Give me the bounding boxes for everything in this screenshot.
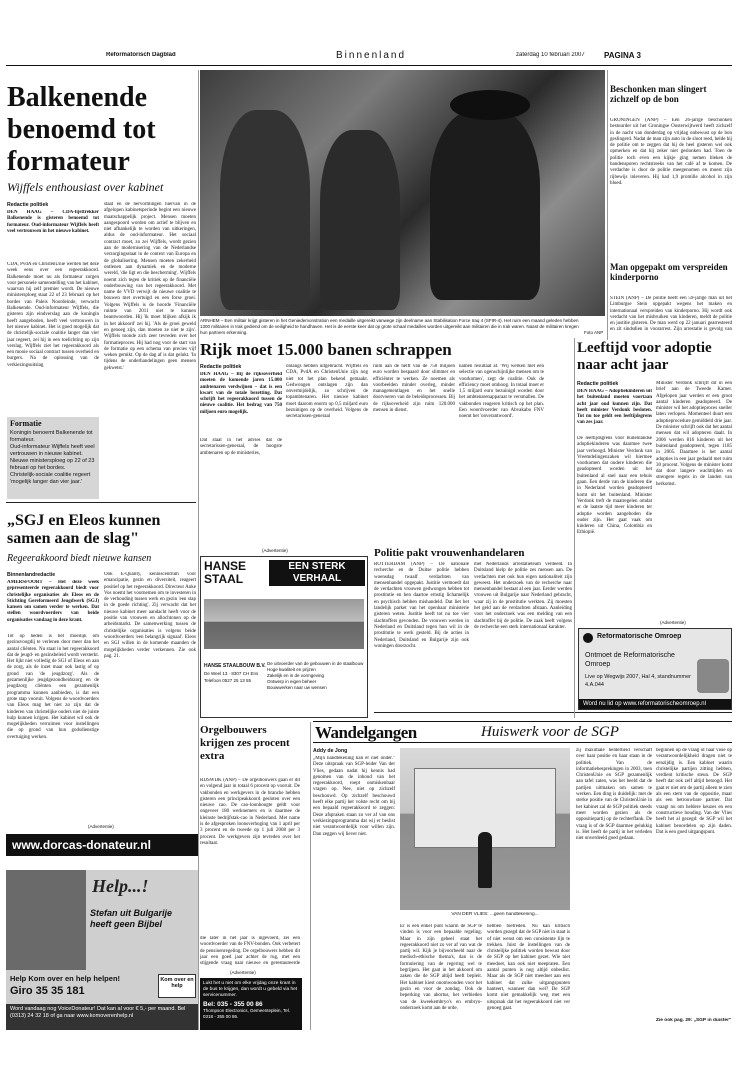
- lead-column-1: CDA, PvdA en ChristenUnie werden het deze week eens over een regeerakkoord. Balkenende moet nu als formateur zorgen voor personele samenstelling van het kabinet, waarvan hij zelf premier wordt. De nieuwe ministersploeg staat 22 of 23 februari op het bordes van Paleis Noordeinde, verwacht Balkenende. Oud-informateur Wijffels, die gisteren zijn eindverslag aan de koningin heeft aangeboden, heeft veel vertrouwen in het nieuwe kabinet. Het is goed mogelijk dat de christelijk-sociale coalitie langer dan vier jaar regeert, zei hij in een toelichting op zijn verslag. Wijffels ziet het regeerakkoord als een mooie sociaal contract tussen overheid en burgers. Na de oplossing van de verkiezingsuitslag: [7, 262, 99, 368]
- adoptie-intro: DEN HAAG – Adoptiekinderen uit het buitenland moeten voortaan acht jaar oud kunnen zijn. Dat heeft minister Verdonk besloten. Tot nu toe geldt een leeftijdsgrens van zes jaar.: [577, 389, 652, 426]
- politie-headline: Politie pakt vrouwenhandelaren: [374, 547, 525, 559]
- banen-column-3: ruim aan de helft van de 750 miljoen euro worden bespaard door slimmer en efficiënter te werken. Ze noemen als voorbeelden minder overleg, minder managementlagen en het snelle doorvoeren van de beleidsprocessen. Bij de rijksoverheid zijn ruim 120.000 mensen in dienst.: [373, 364, 455, 414]
- wandel-subtitle: Huiswerk voor de SGP: [481, 724, 619, 740]
- ptt-text: Lukt het u niet om elke vrijdag onze krant in de bus te krijgen, dan wordt u gebeld via het servicenummer.: [203, 981, 298, 998]
- sgj-column-1: Tot op heden is het moeilijk om gezinsvoogdij te verlenen door meer dan het aantal cliënten. Nu staat in het regeerakkoord dat de jeugd- en gezinsbeleid wordt versterkt. Het lijkt niet volledig de SGJ of Eleos en aan de zorg, als de inzet maar ook lastig of op grond van 'de jeugdzorg'. Als de gezamenlijke jeugdgezondheidszorg en de jeugdzorg cliënten een gezamenlijk programma kunnen aanbieden, is dat een grote stap vooruit. Volgens de woordvoerders van Eleos mag het niet zo zijn dat de kinderen van christelijke ouders niet de juiste hulp kunnen krijgen. Het kabinet wil ook de mogelijkheden verruimen voor instellingen die op grond van hun godsdienstige overtuiging werken.: [7, 634, 99, 740]
- lead-column-2: staat en de hervormingen hiervan in de afgelopen kabinetsperiode begint een nieuwe maatschappelijk project. Mensen moeten aangespoord worden om actief te blijven en niet afhankelijk te worden van uitkeringen, aldus de oud-informateur. Het sociaal contract moet, zo zei Wijffels, wordt gezien aan de modernisering van de Nederlandse verzorgingsstaat in de context van Europa en de globalisering. Mensen moeten zekerheid ontlenen aan dynamiek en de moderne wereld, 'die ligt en die bescherming'. Wijffels noemt zich tegen de kritiek op de financiële onderbouwing van het regeerakkoord. Met name de VVD verwijt de nieuwe coalitie te bouwen met overtuigd en een forse groei. Volgens Wijffels is de hoorde 'Financiële ruimte van 2011 niet te kunnen beantwoorden. Hij 'ik moet blijken afkijk ik in het akkoord' zei hij. 'Als de groei geweld en genoeg zijn, dan moeten ze niet te zijn'. Wijffels toonde zich zeer tevreden over het formatieproces. Hij had nog voor de start van de formatie op een schema van precies vijf weken gemikt. Op de dag af is dat gelukt. 'In tijdens de onderhandelingen geen mensen gekwetst.': [104, 202, 196, 371]
- banen-intro: DEN HAAG – Bij de rijksoverheid moeten de komende jaren 15.000 ambtenaren verdwijnen – dat is een kwart van de totale bezetting. Dat schrijft het regeerakkoord tussen de nieuwe coalitie. Het bedrag van 750 miljoen euro mogelijk.: [200, 372, 282, 415]
- sgj-subtitle: Regeerakkoord biedt nieuwe kansen: [7, 553, 152, 564]
- politie-column-2: met Nederlands arrestatieteam verdeeld. In Duitsland hielp de politie zes mensen aan. De verdachten met ook hun eigen nationaliteit zijn geweest. Het onderzoek van de recherche naar mensenhandel bestaat al een jaar. Eerder werden vrouwen uit Bulgarije naar Nederland gebracht, waar zij in de prostitutie werkten. Zij moesten het geld aan de verdachten afstaan. Aanleiding voor het onderzoek was een melding van een slachtoffer bij de politie. De zaak heeft volgens de recherche een sterk internationaal karakter.: [474, 562, 572, 630]
- banen-column-1: Dat staat in het advies dat de secretarissen-generaal, de hoogste ambtenaren op de ministeries,: [200, 438, 282, 456]
- infobox-item: Oud-informateur Wijffels heeft veel vertrouwen in nieuwe kabinet.: [10, 444, 95, 457]
- wandel-column-2: Er is een enkel punt waarin de SGP te vinden is voor een bepaalde regeling. Maar in zijn geheel staat het regeerakkoord niet zo ver af van wat de partij wil. Kijk je bijvoorbeeld naar de medisch-ethische thema's, dan is de formulering van de regering wel te begrijpen. Het gaat in het akkoord om zaken die de SGP altijd heeft bepleit. Het kabinet kiest onomwonden voor het gezin en voor de zondag. Ook de beperking van abortus, het verbieden van de kweekembryo's en embryo-onderzoek komt aan de orde.: [400, 924, 482, 1011]
- military-photo: [200, 70, 605, 316]
- page-number: PAGINA 3: [604, 51, 641, 60]
- omroep-event: Live op Wegwijs 2007, Hal 4, standnummer 4.A.044: [585, 674, 691, 688]
- help-title: Help...!: [92, 876, 149, 896]
- beret-shape: [450, 90, 530, 120]
- hanse-logo: HANSE STAAL: [204, 560, 247, 586]
- omroep-text: Ontmoet de Reformatorische Omroep: [585, 652, 675, 668]
- soldier-silhouette: [220, 110, 310, 310]
- banen-column-4: namen resultaat af. 'Wij werken met een selectie van ogenschijnlijke mensen om te voorkomen', zegt de coalitie. Ook de efficiency moet omhoog. In totaal moet er 1,5 miljard euro bezuinigd worden door het ambtenarenapparaat te versmallen. De vakbonden reageren kritisch op het plan. Een woordvoerder van Abvakabo FNV noemt het 'onverantwoord'.: [459, 364, 544, 420]
- infobox-item: Koningin benoemt Balkenende tot formateur.: [10, 430, 93, 443]
- omroep-advertentie-label: (Advertentie): [660, 620, 686, 625]
- banen-headline: Rijk moet 15.000 banen schrappen: [200, 340, 452, 359]
- soldier-silhouette: [430, 110, 540, 300]
- orgel-headline: Orgelbouwers krijgen zes procent extra: [200, 724, 290, 762]
- banen-column-2: onlangs hebben uitgebracht. Wijffels en CDA, PvdA en ChristenUnie zijn nog niet tot het plan bekend gemaakt. Gedwongen ontslagen zijn dan onvermijdelijk, zo schrijven de topambtenaren. Het nieuwe kabinet moet daarom enorm op 0,5 miljard euro bezuinigen op de overheid. Volgens de secretarissen-generaal: [286, 364, 368, 420]
- infobox-item: Christelijk-sociale coalitie regeert 'mogelijk langer dan vier jaar.': [10, 472, 91, 485]
- sgj-byline: Binnenlandredactie: [7, 572, 56, 578]
- brief-1-headline: Beschonken man slingert zichzelf op de bon: [610, 84, 707, 104]
- omroep-logo-icon: [583, 633, 593, 643]
- wandel-column-5: beginnen op de vraag of haar visie op verantwoordelijkheid dragen niet te eenzijdig is. Een kabinet waarin christelijke partijen zitting hebben, verdient kritische steun. De SGP heeft dat ook zelf altijd betoogd. Het gaat er niet om de partij alleen te zien als een stem van de oppositie, maar als een betrouwbare partner. Dat vraagt nu om heldere keuzes en een constructieve houding. Van der Vlies heeft het al gezegd: de SGP wil het kabinet beoordelen op zijn daden. Dat is een goed uitgangspunt.: [656, 748, 732, 835]
- wandel-column-1: „Mijn handtekening kan er niet onder." Deze uitspraak van SGP-leider Van der Vlies, gedaan nadat hij kennis had genomen van de inhoud van het regeerakkoord, roept onmiskenbaar vragen op. Nee, niet op zichzelf beschouwd. Op zichzelf beschouwd heeft elke partij het volste recht om bij een bepaald regeerakkoord te zeggen: Deze afspraken staan zo ver af van ons verkiezingsprogramma dat wij er beslist niet verantwoordelijk voor willen zijn. Dan zeggen wij liever niet.: [313, 756, 395, 837]
- help-footer: Word vandaag nog VoiceDonateur! Dat kan al voor € 5,- per maand. Bel (0313) 24 32 18 of ga naar www.komoverenhelp.nl: [6, 1004, 198, 1030]
- brief-2-text: STEIN (ANP) – De politie heeft een 59-jarige man uit het Limburgse Stein opgepakt wegens het maken en internationaal verspreiden van kinderporno. Hij wordt ook verdacht van het misbruiken van kinderen, meldt de politie en justitie gisteren. De man werd op 22 januari gearresteerd en zit sindsdien in voorarrest. Zijn arrestatie is gevolg van: [610, 296, 732, 333]
- dorcas-advertentie-label: (Advertentie): [88, 824, 114, 829]
- ptt-col: Thompson Electronics, Gemeenteplein, Tel. 0318 - 355 00 86.: [203, 1008, 290, 1019]
- hanse-feature: Ontwerp in eigen beheer: [267, 679, 317, 684]
- giro-number: Giro 35 35 181: [10, 985, 85, 997]
- hanse-phone: Telefoon 0527 25 13 55: [204, 678, 252, 683]
- lead-byline: Redactie politiek: [7, 202, 49, 208]
- wandel-column-3: hebben toetreden. Nu kan kritisch worden gezegd dat de SGP niet in staat is of niet wenst om een consistente lijn te trekken. Juist de instellingen van de christelijke politiek worden bewust door de SGP op het kabinet gezet. Wie niet meedoet, kan ook niet meepraten. Een aantal punten is nog altijd onbeslist. Maar als de SGP niet meedoet aan een kabinet dat zulke uitgangspunten hanteert, wanneer dan wel? De SGP komt niet gemakkelijk weg met een uitspraak dat het regeerakkoord niet ver genoeg gaat.: [487, 924, 570, 1011]
- infobox-item: Nieuwe ministersploeg op 22 of 23 februari op het bordes.: [10, 458, 95, 471]
- hanse-tagline: EEN STERK VERHAAL: [269, 560, 365, 586]
- omroep-web[interactable]: Word nu lid op www.reformatorischeomroep.nl: [579, 699, 731, 710]
- ptt-advertentie-label: (Advertentie): [230, 970, 256, 975]
- orgel-column-1: RIJSWIJK (ANP) – De orgelbouwers gaan er dit en volgend jaar in totaal 6 procent op vooruit. De vakbonden en werkgevers in de branche hebben gisteren een principeakkoord gesloten over een nieuwe cao. De cao-loonhoogte geldt voor ongeveer 180 werknemers en is daarmee de kleinste bedrijfstak-cao in Nederland. Met name is de afgesproken loonsverhoging van 1 april per 3 procent en de tweede op 1 juli 2008 per 3 procent. De werkgevers zijn tevreden over het resultaat.: [200, 778, 300, 846]
- lead-intro: DEN HAAG – CDA-lijsttrekker Balkenende is gisteren benoemd tot formateur. Oud-informateur Wijffels heeft veel vertrouwen in het nieuwe kabinet.: [7, 210, 99, 234]
- dorcas-web-banner[interactable]: [6, 834, 198, 856]
- help-slogan: Stefan uit Bulgarije heeft geen Bijbel: [90, 908, 173, 929]
- omroep-title: Reformatorische Omroep: [597, 633, 682, 640]
- hanse-advertentie-label: (Advertentie): [262, 548, 288, 553]
- banen-byline: Redactie politiek: [200, 364, 242, 370]
- child-photo: [6, 870, 86, 970]
- adoptie-column-2: Minister Verdonk schrijft dit in een brief aan de Tweede Kamer. Afgelopen jaar werden er een groot aantal kinderen geadopteerd. De minister wil het adoptieproces sneller laten verlopen. Momenteel duurt een adoptieprocedure gemiddeld drie jaar. De minister schrijft ook dat het aantal mensen dat wil adopteren daalt. In 2006 werden 816 kinderen uit het buitenland geadopteerd, tegen 1185 in 2005. Daarmee is het aantal adopties in een jaar gedaald met ruim 30 procent. Volgens de minister komt dat door langere wachttijden en strengere regels in de landen van herkomst.: [656, 381, 732, 487]
- dorcas-help-ad: [6, 870, 198, 1030]
- lead-subtitle: Wijffels enthousiast over kabinet: [7, 180, 164, 194]
- hanse-feature: Hoge kwaliteit en prijzen: [267, 667, 316, 672]
- dorcas-url[interactable]: www.dorcas-donateur.nl: [12, 838, 151, 852]
- person-silhouette: [478, 832, 492, 888]
- hanse-feature: De uitvoerder van de gebouwen in de staalbouw: [267, 661, 364, 666]
- hanse-address: De Weel 13 · 8307 CH Ens: [204, 671, 259, 676]
- sgj-intro: AMERSFOORT – Het deze week gepresenteerde regeerakkoord biedt voor christelijke organisaties als Eleos en de Stichting Gereformeerd Jeugdwerk (SGJ) kansen om samen verder te werken. Dat stellen woordvoerders van beide organisaties vandaag in deze krant.: [7, 580, 99, 623]
- hanse-ad: [200, 556, 368, 718]
- hanse-company: HANSE STAALBOUW B.V.: [204, 663, 266, 669]
- politie-column-1: ROTTERDAM (ANP) – De nationale recherche en de Duitse politie hebben woensdag twaalf verdachten van mensenhandel opgepakt. Justitie vermoedt dat de verdachten vrouwen gedwongen hebben tot prostitutie en hen daartoe ernstig lichamelijk en psychisch hebben mishandeld. Dat liet het landelijk parket van het openbaar ministerie gisteren weten. Justitie heeft tot nu toe vier slachtoffers gevonden. De vrouwen werden in Nederland en Duitsland tegen hun wil in de prostitutie te werk gesteld. Bij de acties in Nederland, Duitsland en Bulgarije zijn ook woningen doorzocht.: [374, 562, 469, 649]
- wandel-header: [313, 721, 732, 743]
- adoptie-byline: Redactie politiek: [577, 381, 619, 387]
- wandel-reference: Zie ook pag. 29: „SGP in duister": [656, 1018, 732, 1023]
- help-cta: Help Kom over en help helpen!: [10, 974, 121, 983]
- wandel-photo-caption: VAN DER VLIES: ...geen handtekening...: [451, 912, 539, 917]
- omroep-ad: [578, 628, 732, 710]
- hanse-feature: Zakelijk en in de vormgeving: [267, 673, 325, 678]
- wegwijs-logo: [697, 659, 729, 693]
- issue-date: zaterdag 10 februari 2007: [516, 52, 585, 58]
- formatie-infobox: [7, 417, 99, 499]
- infobox-title: Formatie: [10, 419, 42, 428]
- ptt-ad: [200, 978, 302, 1030]
- orgel-column-2: die later in het jaar is ingevoerd, zei een woordvoerder van de FNV-bonden. Ook verbetert de pensioenregeling. De orgelbouwers hebben dit jaar een goed jaar achter de rug, met een stijgende vraag naar nieuwe en gerestaureerde: [200, 936, 300, 966]
- soldier-silhouette: [320, 130, 400, 310]
- sgj-column-2: Ook E-Quality, kenniscentrum voor emancipatie, gezin en diversiteit, reageert positief op het regeerakkoord. Directeur Anke Vos noemt het voornemen om te investeren in de verhouding tussen werk en gezin 'een stap in de goede richting'. Zij verwacht dat het nieuwe kabinet meer aandacht heeft voor de positie van vrouwen en allochtonen op de arbeidsmarkt. De samenwerking tussen de christelijke organisaties is volgens beide woordvoerders 'een belangrijk signaal'. Eleos en SGJ willen in de komende maanden de mogelijkheden verder verkennen. Zie ook pag. 21.: [104, 572, 196, 659]
- wandel-title: Wandelgangen: [315, 723, 417, 742]
- masthead: [6, 44, 732, 66]
- wandel-column-4: zij maximale helderheid verschaft over haar positie en haar staan in de politiek. Van de informatiebesprekingen in 2003, toen ChristenUnie en SGP gezamenlijk aan tafel zaten, was het beeld dat de partijen uitmaken om samen te werken. Een ding is duidelijk: met de sterke positie van de ChristenUnie in het kabinet zal de SGP politiek steeds meer worden gezien als de oppositiepartij op de rechterflank. De vraag is of de SGP daarmee gelukkig is. Het heeft de partij in het verleden niet onverdeeld goed gedaan.: [576, 748, 652, 842]
- lead-headline: Balkenende benoemd tot formateur: [7, 82, 156, 177]
- adoptie-headline: Leeftijd voor adoptie naar acht jaar: [577, 340, 712, 373]
- hanse-features: [267, 661, 365, 691]
- ptt-number: Bel: 035 - 355 00 86: [203, 1001, 263, 1008]
- sgj-headline: „SGJ en Eleos kunnen samen aan de slag": [7, 512, 161, 547]
- brief-1-text: GRONINGEN (ANP) – Een 26-jarige beschonken bestuurder uit het Groningse Oosterwijtwerd heeft zichzelf in de nacht van donderdag op vrijdag onbewust op de bon geslingerd. Nadat de man zijn auto in de sloot reed, belde hij de politie om te zeggen dat hij de heel gisteren wel ook opmerken en dat hij zeker niet geslonken had. Toen de politie toch even een kijkje ging nemen bleken de bandensporen rechtstreeks van het café af te komen. De verdachte is door de politie meegenomen en moest zijn rijbewijs inleveren. Hij had 1,9 promille alcohol in zijn bloed.: [610, 118, 732, 186]
- brief-2-headline: Man opgepakt om verspreiden kinderporno: [610, 262, 728, 282]
- kom-logo: Kom over en help: [158, 974, 196, 998]
- adoptie-text: De leeftijdsgrens voor buitenlandse adoptiekinderen was daarmee twee jaar verhoogd. Minister Verdonk van Vreemdelingenzaken wil hiermee voorkomen dat oudere kinderen die geadopteerd worden uit het buitenland al snel naar een tehuis gaan. Een derde van de kinderen die in Nederland worden geadopteerd komt uit het buitenland. Minister Verdonk treft de maatregelen omdat er de laatste tijd meer kinderen ter adoptie worden aangeboden die ouder zijn. Het gaat vaak om kinderen uit China, Colombia en Ethiopië.: [577, 436, 652, 536]
- wandel-photo: [400, 748, 570, 910]
- building-photo: [204, 599, 364, 649]
- photo-caption: ARNHEM – Een militair krijgt gisteren in het Geniedemonstration een medaille uitgereikt vanwege zijn deelname aan Stabilisation Force Iraq 4 (SFIR-4). Het ruim een maand geleden hebben 1300 militairen in Irak gediend om de veiligheid te handhaven. Het is de eerste keer dat op grote schaal medailles worden uitgereikt aan militairen die in Irak waren. Naast de militairen kregen hun partners erkenning.: [200, 318, 579, 335]
- hanse-feature: Bouwwerken naar uw wensen: [267, 685, 327, 690]
- section-title: Binnenland: [336, 50, 407, 61]
- publication-name: Reformatorisch Dagblad: [106, 52, 176, 58]
- photo-credit: Foto ANP: [584, 330, 604, 335]
- wandel-byline: Addy de Jong: [313, 748, 348, 754]
